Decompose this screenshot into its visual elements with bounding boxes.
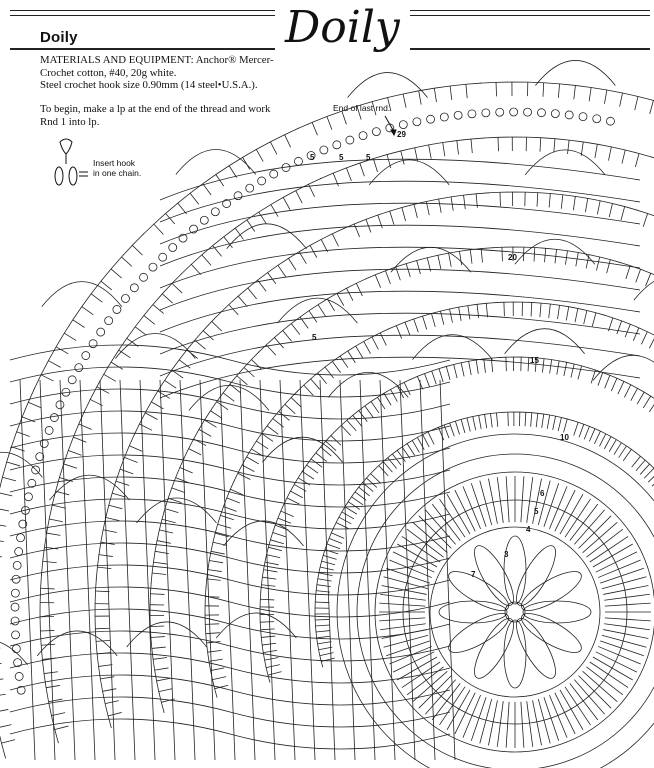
round-number-20: 20 xyxy=(508,253,517,262)
round-number-3: 3 xyxy=(504,550,509,559)
round-number-7: 7 xyxy=(471,570,476,579)
round-number-5: 5 xyxy=(534,507,539,516)
insert-hook-line-1: Insert hook xyxy=(93,158,136,168)
round-number-4: 4 xyxy=(526,525,531,534)
materials-line-2: Crochet cotton, #40, 20g white. xyxy=(40,66,177,79)
materials-line-1: MATERIALS AND EQUIPMENT: Anchor® Mercer- xyxy=(40,54,274,66)
script-title: Doily xyxy=(275,0,410,56)
round-number-29: 29 xyxy=(397,130,406,139)
doily-diagram xyxy=(0,60,654,768)
end-of-last-round-note: End of last rnd. xyxy=(333,103,391,113)
round-number-10: 10 xyxy=(560,433,569,442)
round-number-15: 15 xyxy=(530,356,539,365)
round-number-5-d: 5 xyxy=(366,153,371,162)
round-number-6: 6 xyxy=(540,489,545,498)
hook-symbol-icon xyxy=(55,139,88,185)
round-number-5-c: 5 xyxy=(339,153,344,162)
header-label: Doily xyxy=(40,29,78,46)
round-number-5-b: 5 xyxy=(310,153,315,162)
intro-line-2: Rnd 1 into lp. xyxy=(40,115,100,128)
intro-line-1: To begin, make a lp at the end of the thread and work xyxy=(40,103,271,115)
insert-hook-line-2: in one chain. xyxy=(93,168,142,178)
round-number-5-e: 5 xyxy=(312,333,317,342)
materials-line-3: Steel crochet hook size 0.90mm (14 steel•U.S.A.). xyxy=(40,79,258,91)
